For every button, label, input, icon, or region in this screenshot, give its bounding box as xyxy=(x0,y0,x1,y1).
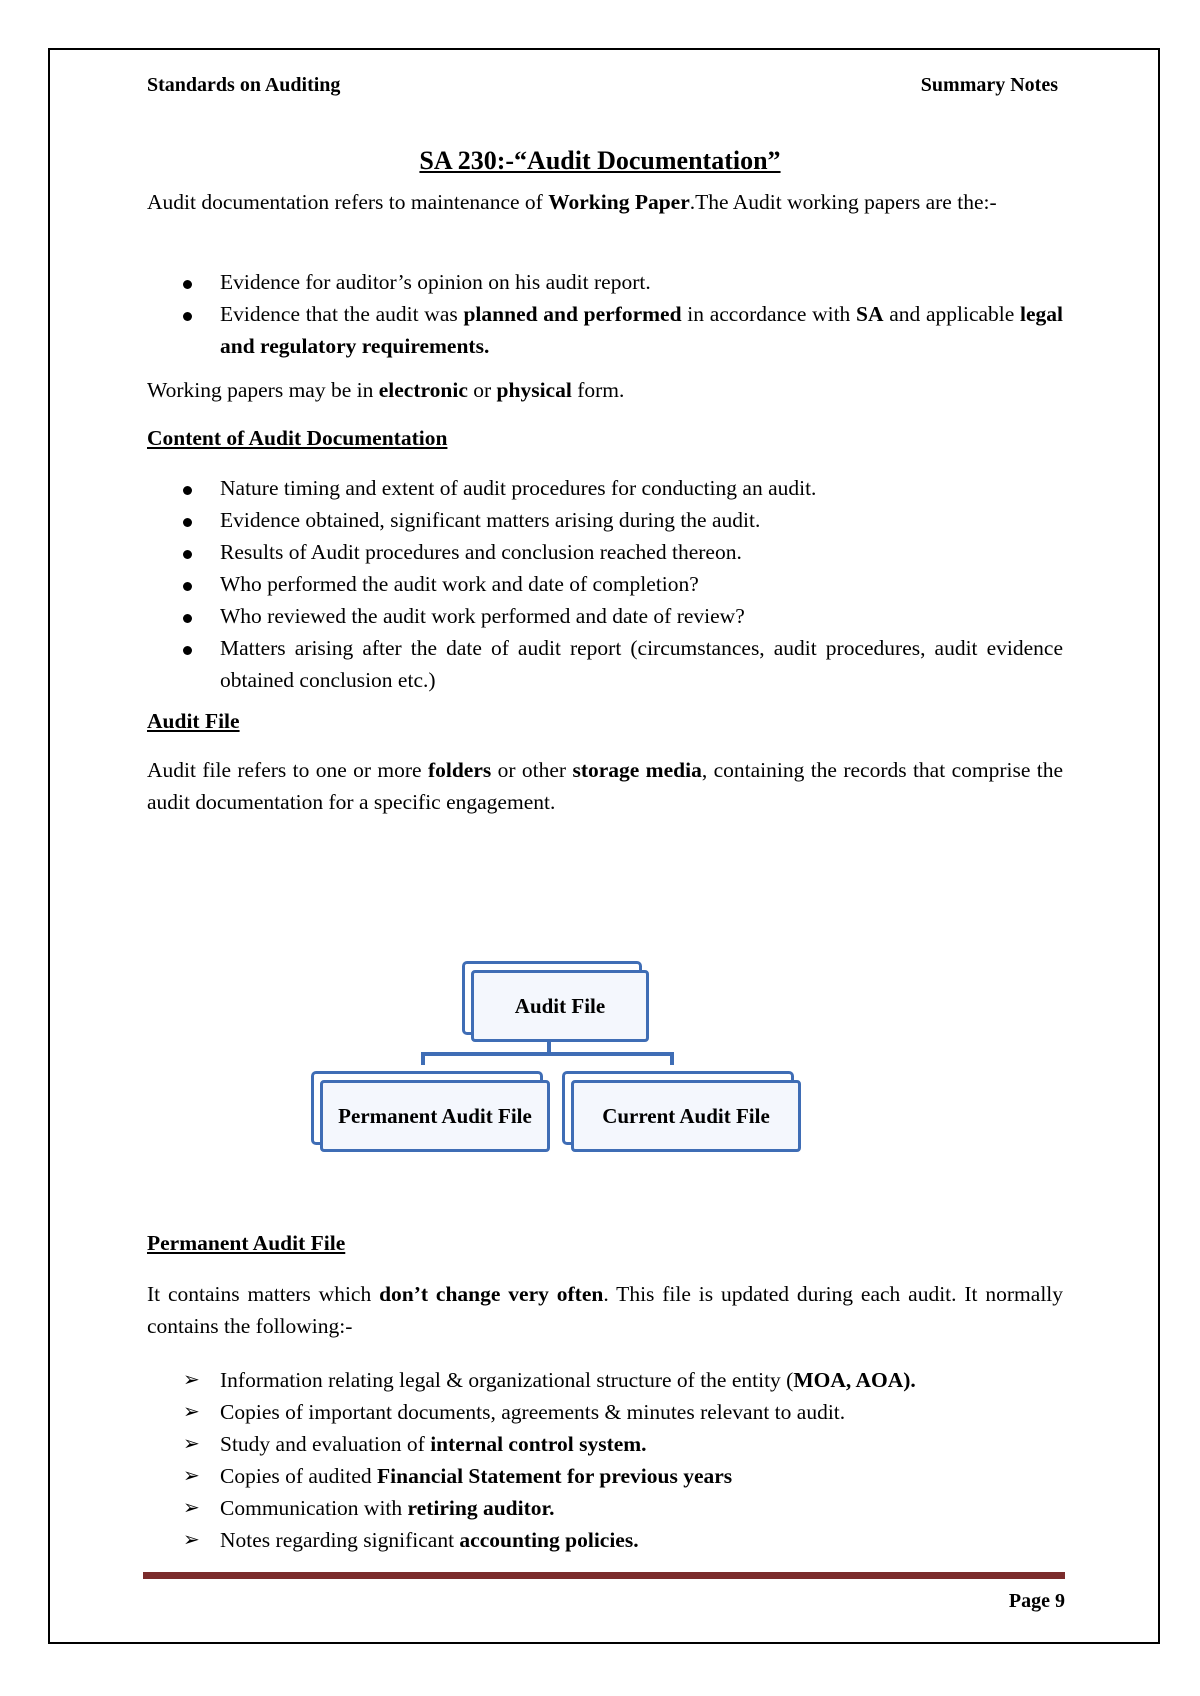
list-item: Nature timing and extent of audit procedures for conducting an audit. xyxy=(147,472,1063,504)
page-title: SA 230:-“Audit Documentation” xyxy=(419,146,781,175)
header-left: Standards on Auditing xyxy=(147,74,341,96)
arrow-bullet-icon: ➢ xyxy=(183,1529,200,1551)
connector-horizontal xyxy=(421,1052,674,1056)
list-item: Matters arising after the date of audit report (circumstances, audit procedures, audit evidence obtained conclusion etc.) xyxy=(147,632,1063,696)
diagram-root-box: Audit File xyxy=(471,970,649,1042)
content-heading-block xyxy=(147,422,1063,454)
list-item: ➢ Copies of important documents, agreements & minutes relevant to audit. xyxy=(147,1396,1063,1428)
list-item: Evidence for auditor’s opinion on his audit report. xyxy=(147,266,1063,298)
permanent-heading-block xyxy=(147,1227,1063,1259)
section-heading: Permanent Audit File xyxy=(147,1231,346,1255)
content-list xyxy=(147,472,1063,696)
section-heading: Audit File xyxy=(147,709,240,733)
intro-bullets xyxy=(147,266,1063,362)
forms-paragraph: Working papers may be in electronic or physical form. xyxy=(147,378,625,402)
list-item: Who performed the audit work and date of completion? xyxy=(147,568,1063,600)
list-item: Results of Audit procedures and conclusion reached thereon. xyxy=(147,536,1063,568)
bullet-icon xyxy=(183,312,192,321)
page-number: Page 9 xyxy=(1008,1590,1065,1612)
diagram-left-box: Permanent Audit File xyxy=(320,1080,550,1152)
section-heading: Content of Audit Documentation xyxy=(147,426,448,450)
bullet-icon xyxy=(183,646,192,655)
arrow-bullet-icon: ➢ xyxy=(183,1465,200,1487)
list-item: ➢ Information relating legal & organizational structure of the entity (MOA, AOA). xyxy=(147,1364,1063,1396)
intro-paragraph: Audit documentation refers to maintenance of Working Paper.The Audit working papers are the:- xyxy=(147,190,997,214)
connector-left xyxy=(421,1052,425,1065)
list-item: Evidence obtained, significant matters arising during the audit. xyxy=(147,504,1063,536)
arrow-bullet-icon: ➢ xyxy=(183,1433,200,1455)
list-item: Evidence that the audit was planned and performed in accordance with SA and applicable legal and regulatory requirements. xyxy=(147,298,1063,362)
list-item: ➢ Copies of audited Financial Statement for previous years xyxy=(147,1460,1063,1492)
arrow-bullet-icon: ➢ xyxy=(183,1401,200,1423)
arrow-bullet-icon: ➢ xyxy=(183,1369,200,1391)
audit-file-heading-block xyxy=(147,705,1063,737)
diagram-right-box: Current Audit File xyxy=(571,1080,801,1152)
arrow-bullet-icon: ➢ xyxy=(183,1497,200,1519)
bullet-icon xyxy=(183,614,192,623)
permanent-paragraph: It contains matters which don’t change very often. This file is updated during each audit. It normally contains the following:- xyxy=(147,1282,1064,1338)
list-item: Who reviewed the audit work performed and date of review? xyxy=(147,600,1063,632)
list-item: ➢ Study and evaluation of internal control system. xyxy=(147,1428,1063,1460)
bullet-icon xyxy=(183,518,192,527)
bullet-icon xyxy=(183,550,192,559)
header-right: Summary Notes xyxy=(920,74,1058,96)
bullet-icon xyxy=(183,280,192,289)
bullet-icon xyxy=(183,582,192,591)
list-item: ➢ Notes regarding significant accounting policies. xyxy=(147,1524,1063,1556)
audit-file-paragraph: Audit file refers to one or more folders or other storage media, containing the records that comprise the audit documentation for a specific engagement. xyxy=(147,758,1064,814)
bullet-icon xyxy=(183,486,192,495)
list-item: ➢ Communication with retiring auditor. xyxy=(147,1492,1063,1524)
intro-block xyxy=(147,186,1063,218)
permanent-list xyxy=(147,1364,1063,1556)
connector-right xyxy=(670,1052,674,1065)
footer-divider xyxy=(143,1572,1065,1579)
